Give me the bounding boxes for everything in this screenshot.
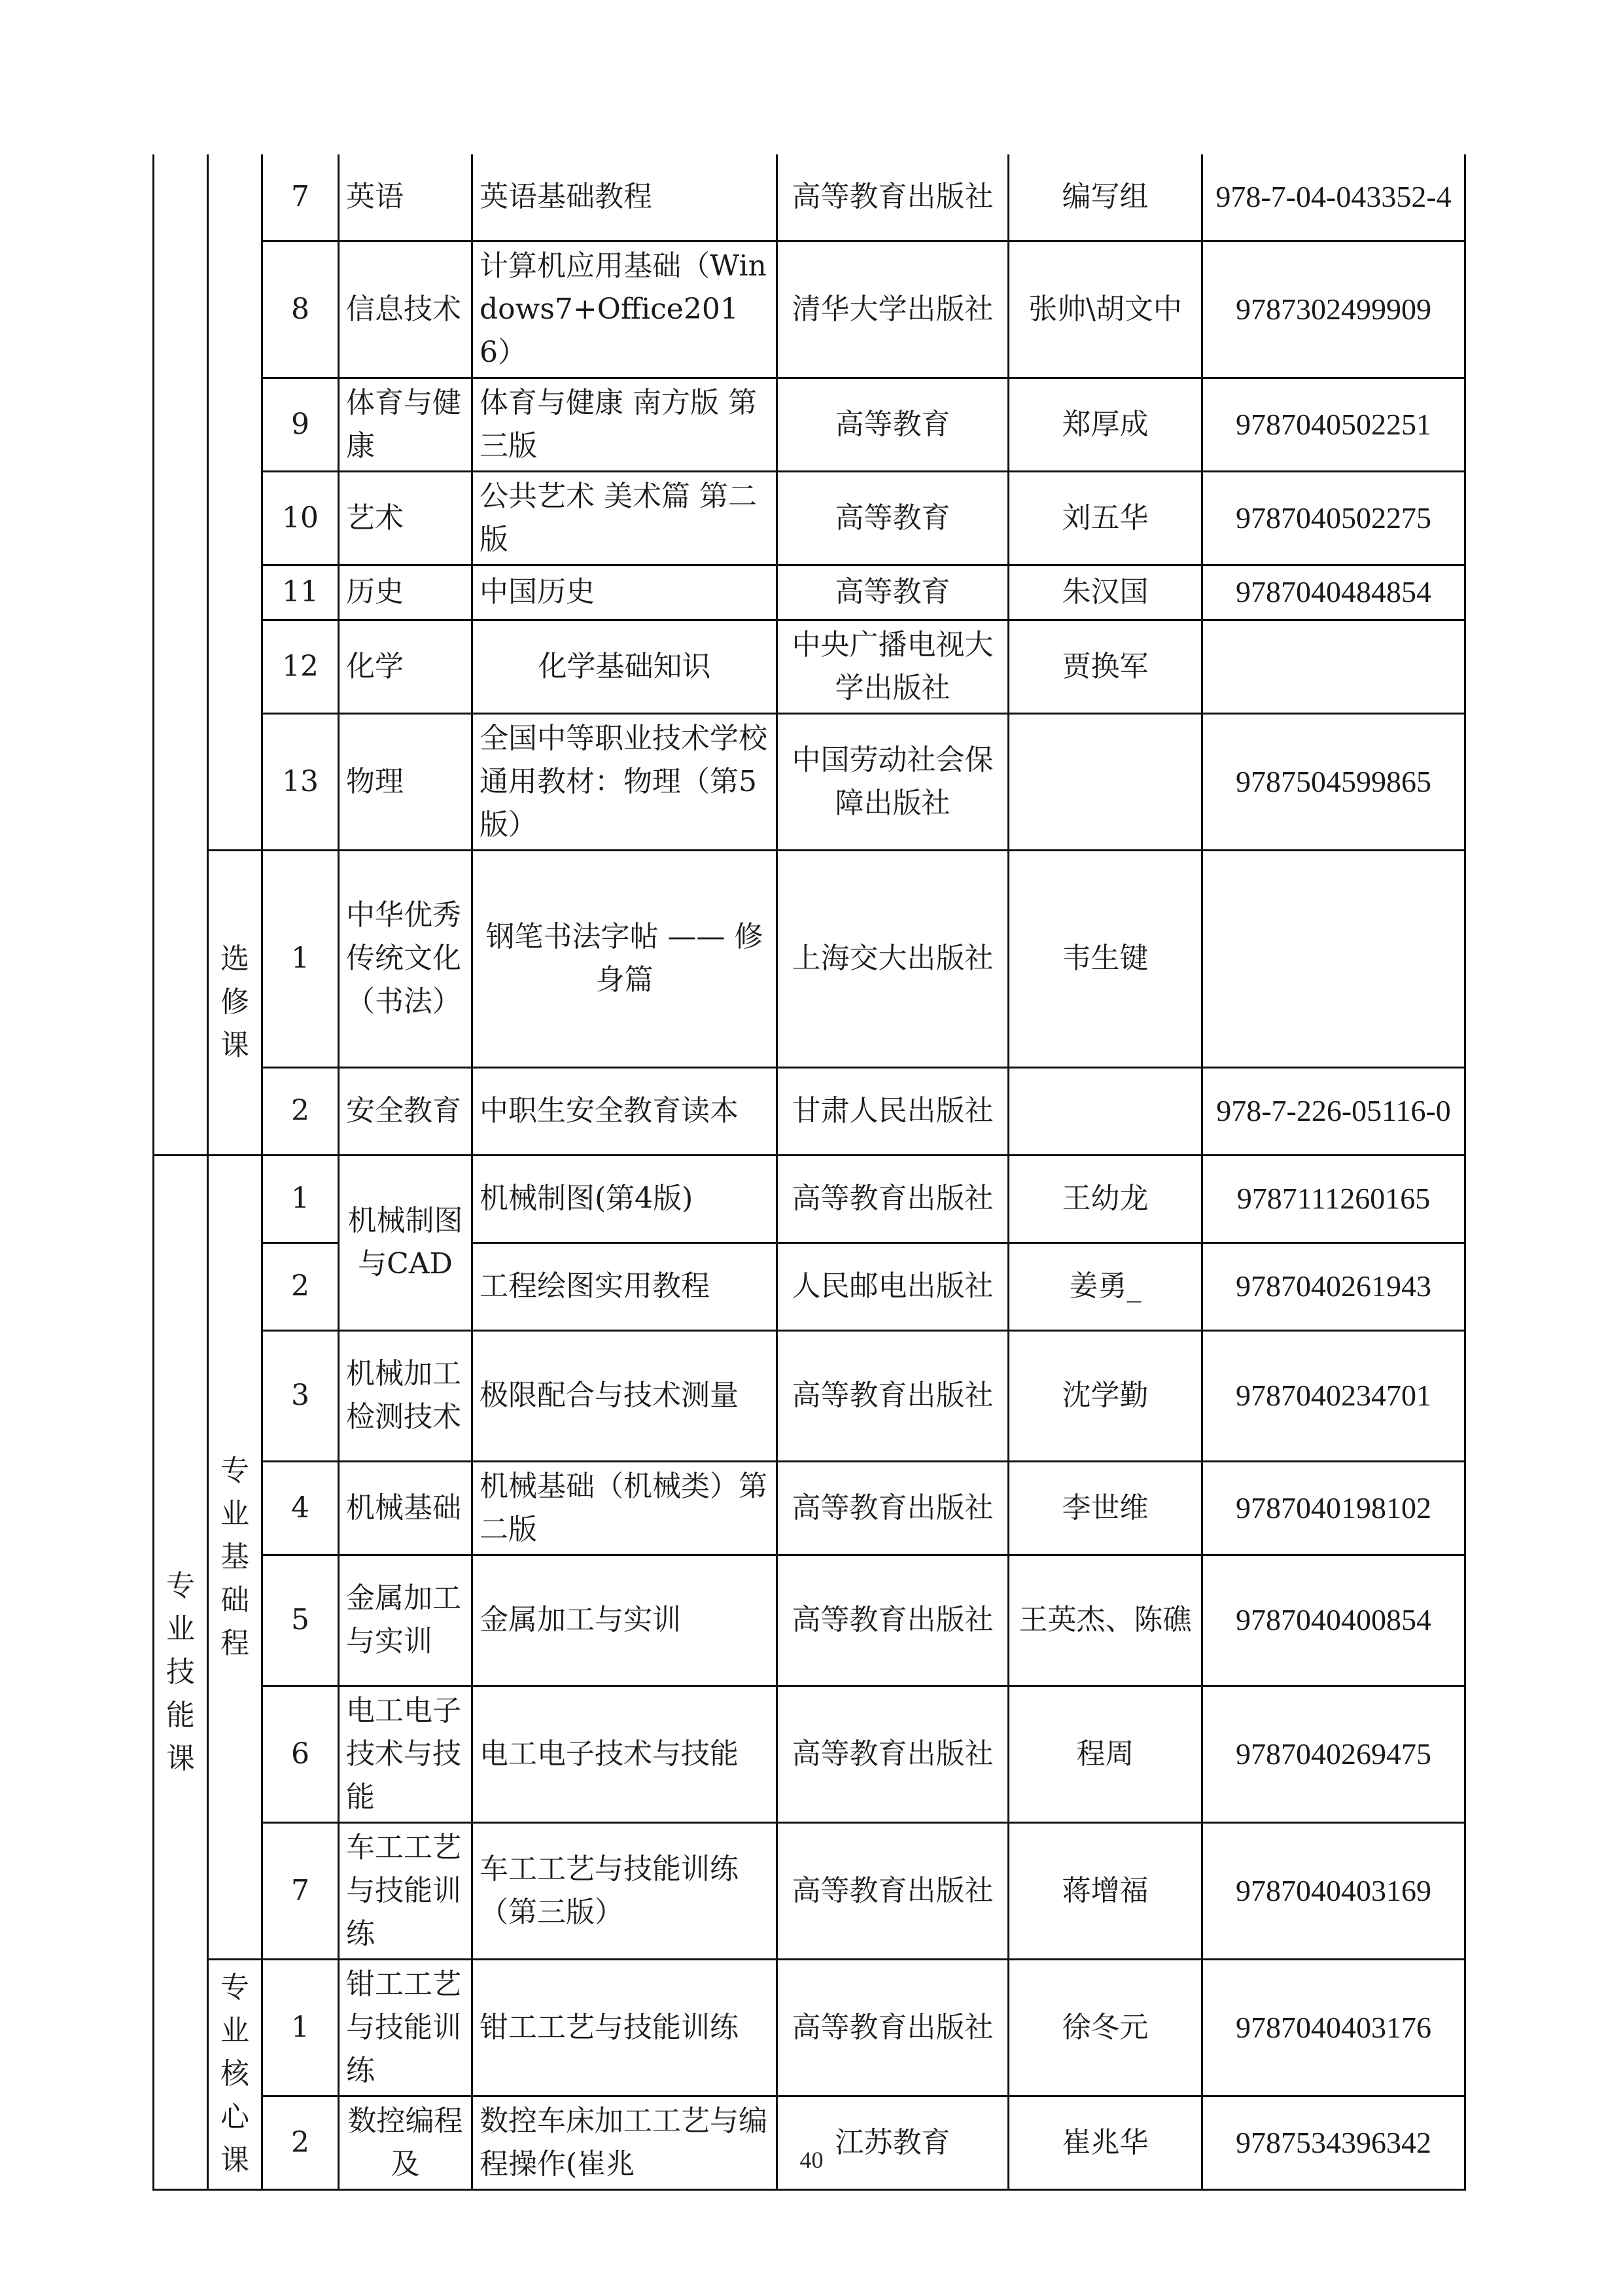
publisher: 高等教育出版社 bbox=[777, 1959, 1009, 2096]
author: 崔兆华 bbox=[1009, 2096, 1202, 2189]
book-title: 电工电子技术与技能 bbox=[472, 1686, 777, 1822]
book-title: 机械制图(第4版) bbox=[472, 1155, 777, 1243]
row-number: 6 bbox=[262, 1686, 339, 1822]
publisher: 人民邮电出版社 bbox=[777, 1243, 1009, 1330]
table-row bbox=[154, 2096, 1465, 2189]
publisher: 清华大学出版社 bbox=[777, 241, 1009, 378]
subcategory-cell-continued bbox=[208, 154, 262, 850]
book-title: 计算机应用基础（Windows7+Office2016） bbox=[472, 241, 777, 378]
table-row bbox=[154, 713, 1465, 850]
publisher: 高等教育出版社 bbox=[777, 1330, 1009, 1461]
table-row bbox=[154, 471, 1465, 565]
author bbox=[1009, 1067, 1202, 1155]
publisher: 甘肃人民出版社 bbox=[777, 1067, 1009, 1155]
publisher: 中央广播电视大学出版社 bbox=[777, 620, 1009, 713]
row-number: 5 bbox=[262, 1555, 339, 1686]
book-title: 中职生安全教育读本 bbox=[472, 1067, 777, 1155]
isbn: 9787040400854 bbox=[1202, 1555, 1465, 1686]
table-row bbox=[154, 1822, 1465, 1959]
table-row bbox=[154, 1555, 1465, 1686]
course-name: 数控编程及 bbox=[339, 2096, 472, 2189]
course-name: 电工电子技术与技能 bbox=[339, 1686, 472, 1822]
page-number: 40 bbox=[799, 2147, 824, 2173]
table-row bbox=[154, 850, 1465, 1067]
isbn: 9787040502251 bbox=[1202, 378, 1465, 471]
course-name: 机械加工检测技术 bbox=[339, 1330, 472, 1461]
row-number: 7 bbox=[262, 1822, 339, 1959]
publisher: 上海交大出版社 bbox=[777, 850, 1009, 1067]
isbn: 9787040403169 bbox=[1202, 1822, 1465, 1959]
table-row bbox=[154, 1067, 1465, 1155]
category-professional-basic: 专业基础程 bbox=[208, 1155, 262, 1959]
publisher: 高等教育出版社 bbox=[777, 154, 1009, 241]
row-number: 8 bbox=[262, 241, 339, 378]
course-name: 历史 bbox=[339, 565, 472, 620]
isbn bbox=[1202, 850, 1465, 1067]
course-name: 机械基础 bbox=[339, 1461, 472, 1555]
isbn: 9787504599865 bbox=[1202, 713, 1465, 850]
row-number: 10 bbox=[262, 471, 339, 565]
course-name: 体育与健康 bbox=[339, 378, 472, 471]
row-number: 11 bbox=[262, 565, 339, 620]
row-number: 9 bbox=[262, 378, 339, 471]
publisher: 中国劳动社会保障出版社 bbox=[777, 713, 1009, 850]
table-row bbox=[154, 1155, 1465, 1243]
publisher: 高等教育出版社 bbox=[777, 1822, 1009, 1959]
author bbox=[1009, 713, 1202, 850]
author: 沈学勤 bbox=[1009, 1330, 1202, 1461]
author: 王英杰、陈礁 bbox=[1009, 1555, 1202, 1686]
table-row bbox=[154, 1686, 1465, 1822]
row-number: 1 bbox=[262, 1959, 339, 2096]
author: 徐冬元 bbox=[1009, 1959, 1202, 2096]
table-row bbox=[154, 154, 1465, 241]
book-title: 钢笔书法字帖 —— 修身篇 bbox=[472, 850, 777, 1067]
course-name: 物理 bbox=[339, 713, 472, 850]
publisher: 高等教育出版社 bbox=[777, 1461, 1009, 1555]
row-number: 2 bbox=[262, 2096, 339, 2189]
row-number: 12 bbox=[262, 620, 339, 713]
book-title: 极限配合与技术测量 bbox=[472, 1330, 777, 1461]
publisher: 高等教育出版社 bbox=[777, 1155, 1009, 1243]
book-title: 机械基础（机械类）第二版 bbox=[472, 1461, 777, 1555]
isbn: 9787040234701 bbox=[1202, 1330, 1465, 1461]
author: 李世维 bbox=[1009, 1461, 1202, 1555]
book-title: 钳工工艺与技能训练 bbox=[472, 1959, 777, 2096]
publisher: 高等教育出版社 bbox=[777, 1686, 1009, 1822]
isbn: 9787111260165 bbox=[1202, 1155, 1465, 1243]
isbn: 9787040502275 bbox=[1202, 471, 1465, 565]
author: 姜勇_ bbox=[1009, 1243, 1202, 1330]
row-number: 13 bbox=[262, 713, 339, 850]
table-row bbox=[154, 565, 1465, 620]
course-name: 钳工工艺与技能训练 bbox=[339, 1959, 472, 2096]
book-title: 工程绘图实用教程 bbox=[472, 1243, 777, 1330]
book-title: 金属加工与实训 bbox=[472, 1555, 777, 1686]
isbn: 9787534396342 bbox=[1202, 2096, 1465, 2189]
publisher: 高等教育 bbox=[777, 471, 1009, 565]
course-name: 安全教育 bbox=[339, 1067, 472, 1155]
category-professional-core: 专业核心课 bbox=[208, 1959, 262, 2189]
book-title: 公共艺术 美术篇 第二版 bbox=[472, 471, 777, 565]
row-number: 4 bbox=[262, 1461, 339, 1555]
course-name: 机械制图与CAD bbox=[339, 1155, 472, 1330]
course-name: 信息技术 bbox=[339, 241, 472, 378]
author: 郑厚成 bbox=[1009, 378, 1202, 471]
publisher: 高等教育 bbox=[777, 565, 1009, 620]
author: 韦生键 bbox=[1009, 850, 1202, 1067]
course-name: 中华优秀传统文化（书法） bbox=[339, 850, 472, 1067]
category-elective: 选修课 bbox=[208, 850, 262, 1155]
book-title: 英语基础教程 bbox=[472, 154, 777, 241]
book-title: 数控车床加工工艺与编程操作(崔兆 bbox=[472, 2096, 777, 2189]
isbn: 9787040269475 bbox=[1202, 1686, 1465, 1822]
table-row bbox=[154, 241, 1465, 378]
author: 张帅\胡文中 bbox=[1009, 241, 1202, 378]
isbn: 978-7-04-043352-4 bbox=[1202, 154, 1465, 241]
course-name: 化学 bbox=[339, 620, 472, 713]
row-number: 1 bbox=[262, 850, 339, 1067]
course-name: 英语 bbox=[339, 154, 472, 241]
row-number: 1 bbox=[262, 1155, 339, 1243]
publisher: 江苏教育 bbox=[777, 2096, 1009, 2189]
publisher: 高等教育 bbox=[777, 378, 1009, 471]
author: 贾换军 bbox=[1009, 620, 1202, 713]
row-number: 3 bbox=[262, 1330, 339, 1461]
isbn: 978-7-226-05116-0 bbox=[1202, 1067, 1465, 1155]
author: 王幼龙 bbox=[1009, 1155, 1202, 1243]
book-title: 中国历史 bbox=[472, 565, 777, 620]
row-number: 2 bbox=[262, 1243, 339, 1330]
author: 蒋增福 bbox=[1009, 1822, 1202, 1959]
course-name: 车工工艺与技能训练 bbox=[339, 1822, 472, 1959]
course-name: 金属加工与实训 bbox=[339, 1555, 472, 1686]
table-row bbox=[154, 1461, 1465, 1555]
table-row bbox=[154, 620, 1465, 713]
isbn: 9787302499909 bbox=[1202, 241, 1465, 378]
course-name: 艺术 bbox=[339, 471, 472, 565]
author: 程周 bbox=[1009, 1686, 1202, 1822]
isbn: 9787040403176 bbox=[1202, 1959, 1465, 2096]
category-professional-skills: 专业技能课 bbox=[154, 1155, 208, 2189]
isbn: 9787040484854 bbox=[1202, 565, 1465, 620]
publisher: 高等教育出版社 bbox=[777, 1555, 1009, 1686]
isbn: 9787040261943 bbox=[1202, 1243, 1465, 1330]
isbn: 9787040198102 bbox=[1202, 1461, 1465, 1555]
book-title: 全国中等职业技术学校通用教材：物理（第5版） bbox=[472, 713, 777, 850]
author: 朱汉国 bbox=[1009, 565, 1202, 620]
author: 编写组 bbox=[1009, 154, 1202, 241]
table-row bbox=[154, 1959, 1465, 2096]
table-row bbox=[154, 378, 1465, 471]
category-cell-continued bbox=[154, 154, 208, 1155]
book-title: 车工工艺与技能训练（第三版） bbox=[472, 1822, 777, 1959]
book-title: 化学基础知识 bbox=[472, 620, 777, 713]
row-number: 2 bbox=[262, 1067, 339, 1155]
row-number: 7 bbox=[262, 154, 339, 241]
book-title: 体育与健康 南方版 第三版 bbox=[472, 378, 777, 471]
author: 刘五华 bbox=[1009, 471, 1202, 565]
isbn bbox=[1202, 620, 1465, 713]
table-row bbox=[154, 1330, 1465, 1461]
textbook-table bbox=[152, 154, 1466, 2191]
